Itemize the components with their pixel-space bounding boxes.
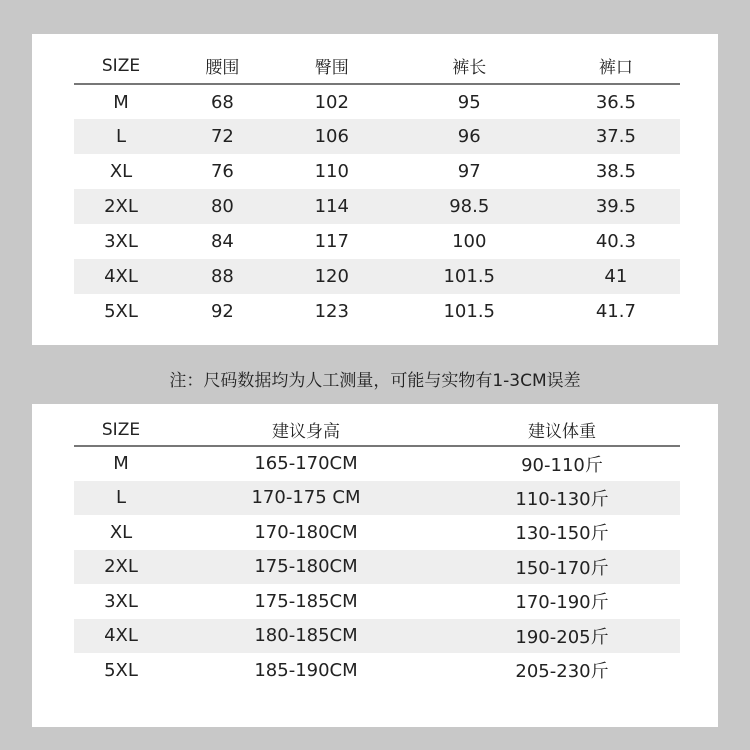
table-row [74,619,680,654]
table-row [74,515,680,550]
size-cell: 2XL [104,196,138,217]
table-row [74,294,680,329]
table-row [74,84,680,119]
leg-opening-cell: 40.3 [595,231,636,252]
table-header-row [74,48,680,84]
size-cell: 5XL [104,301,138,322]
measurement-table [74,48,680,329]
header-hip: 臀围 [314,58,349,78]
leg-opening-cell: 38.5 [595,161,636,182]
hip-cell: 123 [314,301,349,322]
table-row [74,481,680,516]
waist-cell: 76 [210,161,234,182]
weight-cell: 190-205斤 [515,626,609,648]
size-cell: 2XL [104,556,138,578]
size-cell: XL [109,161,133,182]
weight-cell: 130-150斤 [515,523,609,545]
length-cell: 95 [457,91,481,113]
table-row [74,259,680,294]
leg-opening-cell: 39.5 [595,196,636,217]
height-cell: 175-185CM [254,590,358,612]
height-cell: 180-185CM [254,625,358,647]
waist-cell: 68 [210,91,234,113]
leg-opening-cell: 41.7 [595,301,636,322]
size-cell: M [113,91,129,113]
hip-cell: 120 [314,266,349,287]
waist-cell: 72 [210,126,234,147]
waist-cell: 84 [210,231,234,252]
hip-cell: 117 [314,231,349,252]
table-row [74,119,680,154]
leg-opening-cell: 37.5 [595,126,636,147]
waist-cell: 92 [210,301,234,322]
size-cell: M [113,453,129,475]
length-cell: 100 [452,231,487,252]
table-row [74,550,680,585]
height-cell: 185-190CM [254,659,358,681]
table-row [74,584,680,619]
size-cell: 3XL [104,590,138,612]
table-row [74,154,680,189]
length-cell: 98.5 [449,196,490,217]
table-row [74,446,680,481]
weight-cell: 110-130斤 [515,488,609,510]
length-cell: 101.5 [443,301,495,322]
measurement-card [32,34,718,345]
size-cell: 5XL [104,659,138,681]
leg-opening-cell: 36.5 [595,91,636,113]
waist-cell: 80 [210,196,234,217]
size-cell: 4XL [104,266,138,287]
size-cell: L [115,126,127,147]
waist-cell: 88 [210,266,234,287]
header-size: SIZE [101,55,141,76]
table-row [74,653,680,688]
length-cell: 97 [457,161,481,182]
hip-cell: 110 [314,161,349,182]
table-row [74,189,680,224]
weight-cell: 205-230斤 [515,661,609,683]
header-length: 裤长 [452,58,487,78]
weight-cell: 90-110斤 [521,454,603,476]
hip-cell: 114 [314,196,349,217]
length-cell: 101.5 [443,266,495,287]
table-header-row [74,414,680,446]
recommendation-card [32,404,718,727]
height-cell: 165-170CM [254,453,358,475]
size-cell: L [115,487,127,509]
height-cell: 170-175 CM [251,487,361,509]
measurement-note: 注：尺码数据均为人工测量，可能与实物有1-3CM误差 [169,371,581,391]
hip-cell: 106 [314,126,349,147]
height-cell: 175-180CM [254,556,358,578]
hip-cell: 102 [314,91,349,113]
header-height: 建议身高 [272,422,340,442]
header-leg-opening: 裤口 [598,58,633,78]
size-cell: 3XL [104,231,138,252]
leg-opening-cell: 41 [604,266,628,287]
recommendation-table [74,414,680,688]
table-row [74,224,680,259]
length-cell: 96 [457,126,481,147]
header-size: SIZE [101,419,141,440]
weight-cell: 150-170斤 [515,557,609,579]
header-weight: 建议体重 [528,422,596,442]
weight-cell: 170-190斤 [515,592,609,614]
size-cell: 4XL [104,625,138,647]
size-cell: XL [109,521,133,543]
height-cell: 170-180CM [254,521,358,543]
header-waist: 腰围 [205,58,240,78]
